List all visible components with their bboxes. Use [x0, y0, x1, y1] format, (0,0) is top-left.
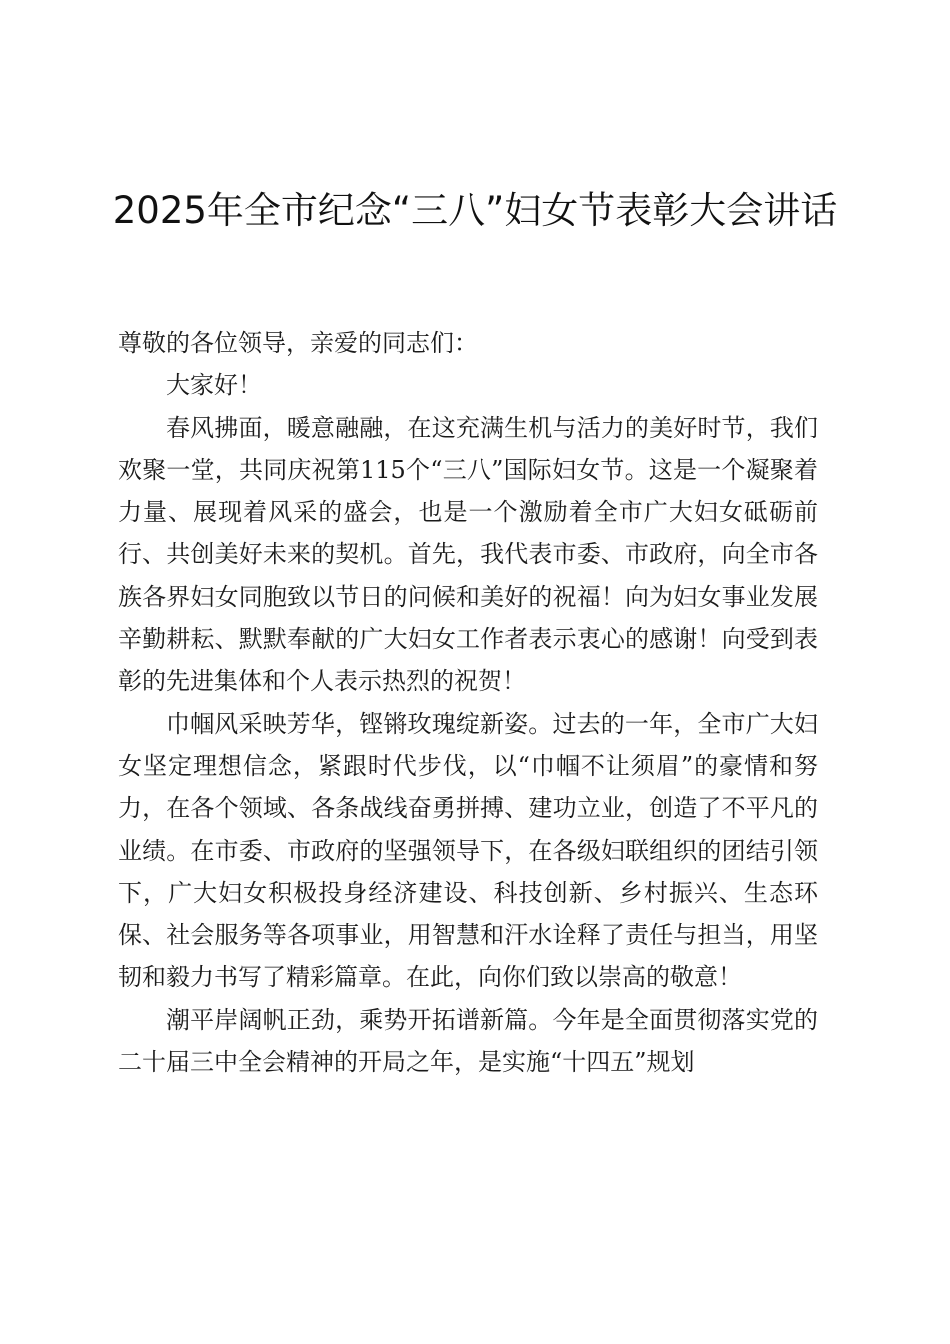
paragraph-opening: 春风拂面，暖意融融，在这充满生机与活力的美好时节，我们欢聚一堂，共同庆祝第115个“三八”国际妇女节。这是一个凝聚着力量、展现着风采的盛会，也是一个激励着全市广大妇女砥砺前行、共创美好未来的契机。首先，我代表市委、市政府，向全市各族各界妇女同胞致以节日的问候和美好的祝福！向为妇女事业发展辛勤耕耘、默默奉献的广大妇女工作者表示衷心的感谢！向受到表彰的先进集体和个人表示热烈的祝贺！ [118, 413, 818, 696]
paragraph-achievements: 巾帼风采映芳华，铿锵玫瑰绽新姿。过去的一年，全市广大妇女坚定理想信念，紧跟时代步伐，以“巾帼不让须眉”的豪情和努力，在各个领域、各条战线奋勇拼搏、建功立业，创造了不平凡的业绩。在市委、市政府的坚强领导下，在各级妇联组织的团结引领下，广大妇女积极投身经济建设、科技创新、乡村振兴、生态环保、社会服务等各项事业，用智慧和汗水诠释了责任与担当，用坚韧和毅力书写了精彩篇章。在此，向你们致以崇高的敬意！ [118, 709, 818, 992]
document-body [118, 322, 818, 1083]
document-title: 2025年全市纪念“三八”妇女节表彰大会讲话 [112, 189, 838, 232]
paragraph-outlook: 潮平岸阔帆正劲，乘势开拓谱新篇。今年是全面贯彻落实党的二十届三中全会精神的开局之年，是实施“十四五”规划 [118, 1005, 818, 1077]
salutation: 尊敬的各位领导，亲爱的同志们： [118, 329, 478, 357]
paragraph-greeting: 大家好！ [166, 371, 262, 400]
